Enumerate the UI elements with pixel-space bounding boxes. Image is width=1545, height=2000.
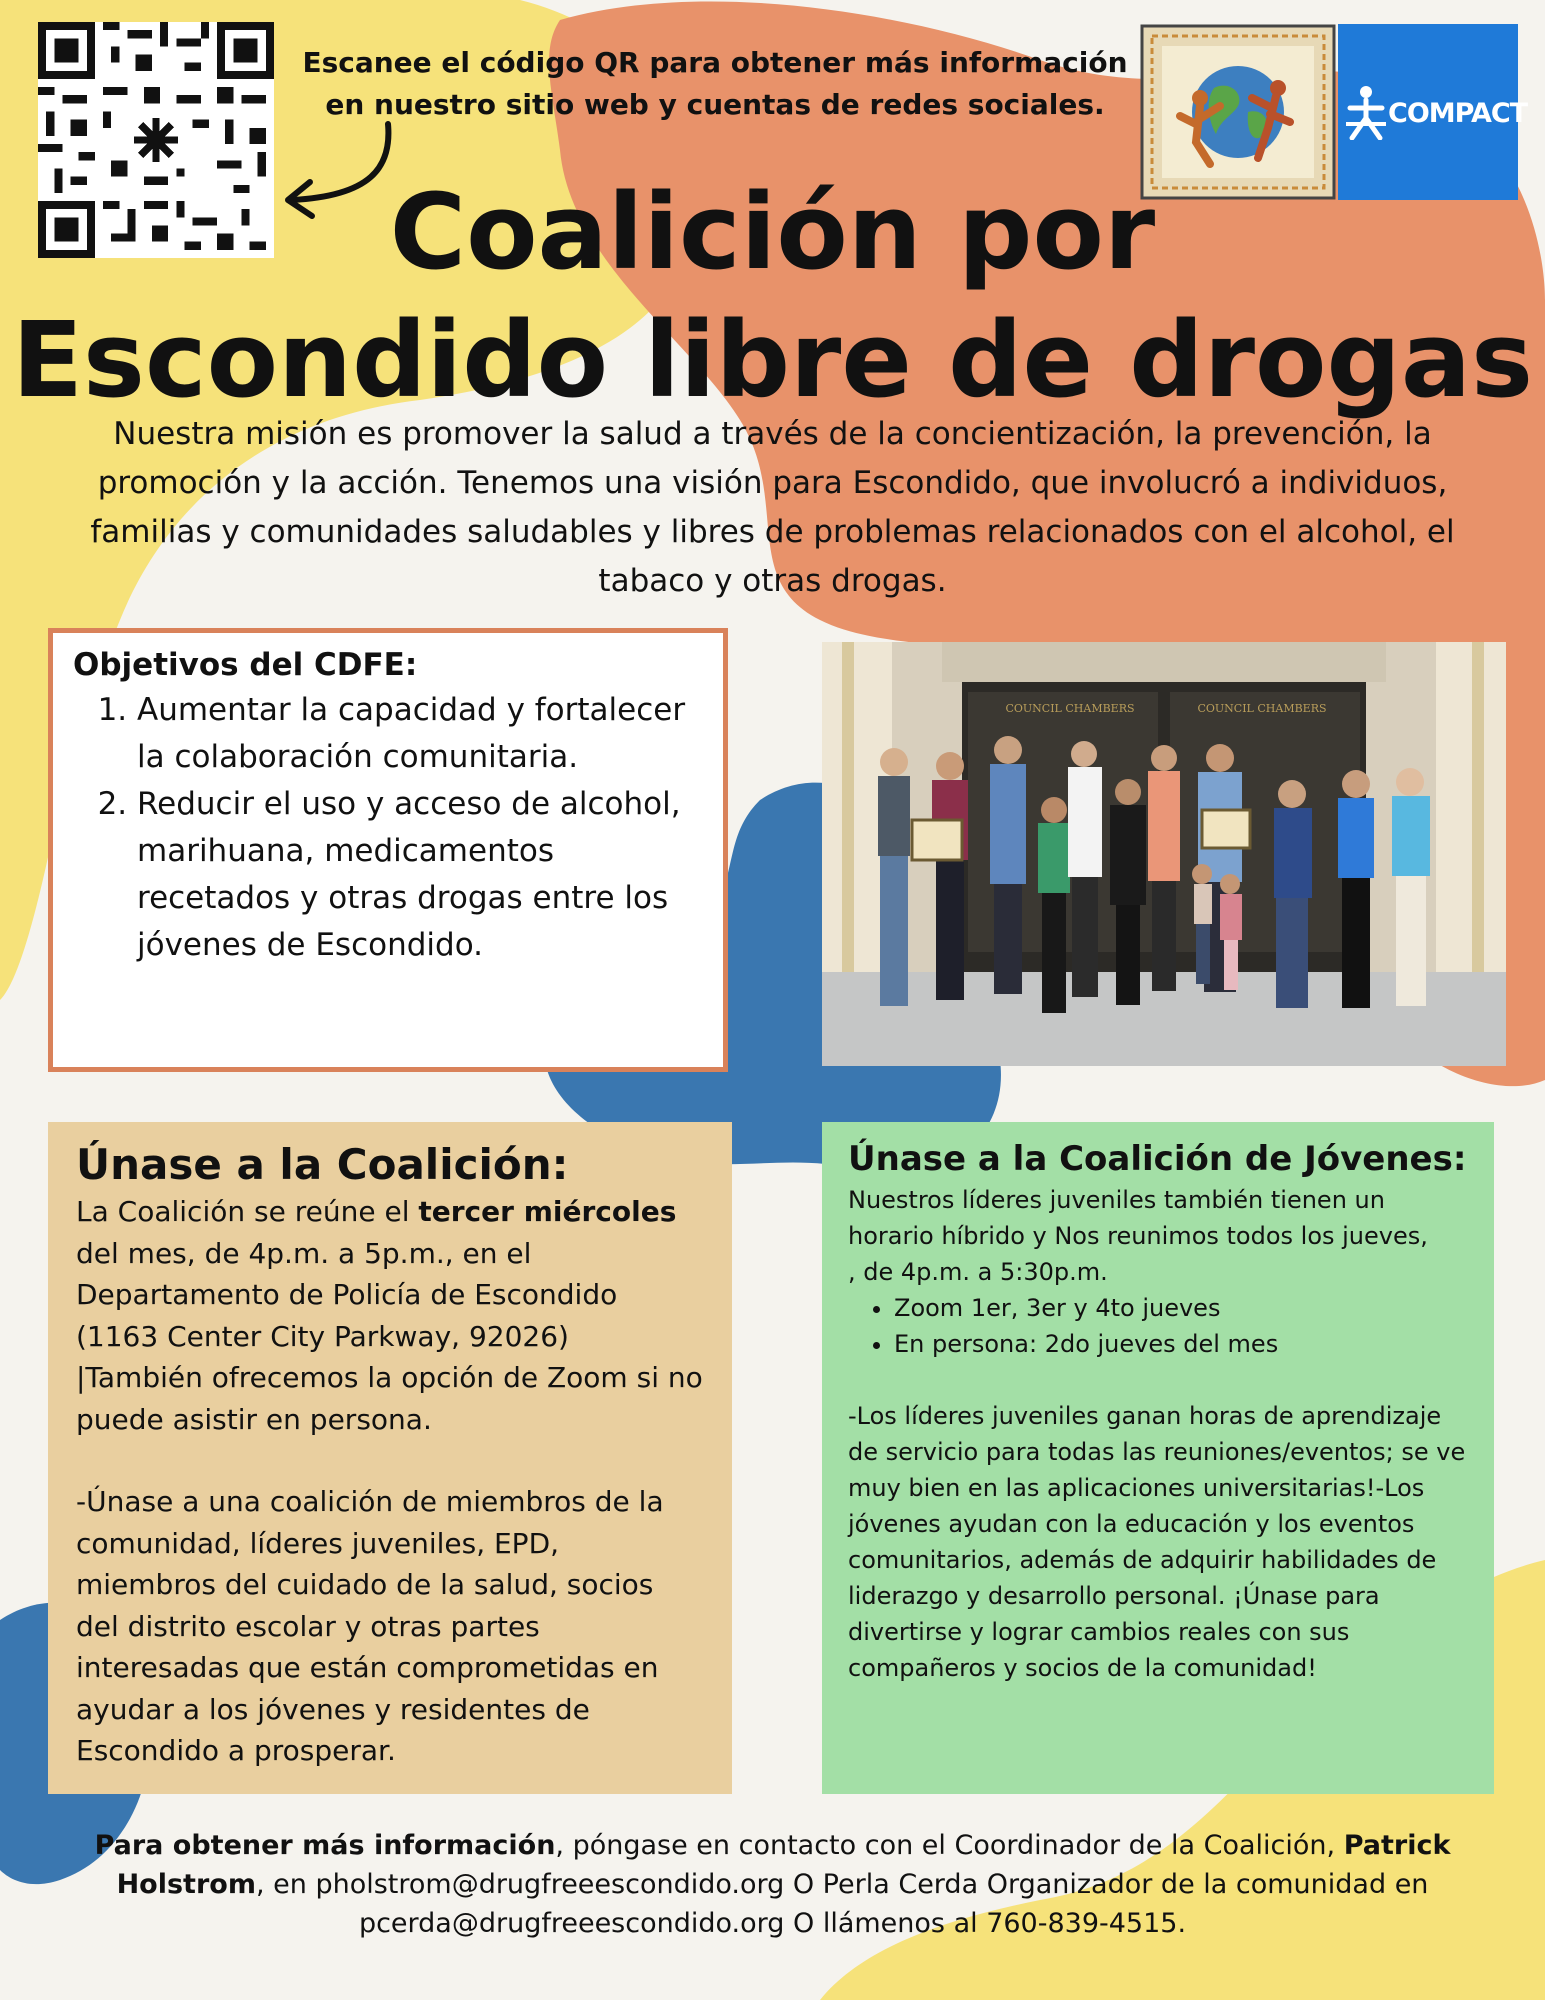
compact-logo-text: COMPACT bbox=[1388, 98, 1528, 129]
photo-sign-left: COUNCIL CHAMBERS bbox=[1005, 702, 1135, 715]
people-icon bbox=[1344, 84, 1388, 140]
page-title bbox=[0, 168, 1545, 424]
join-schedule-bold: tercer miércoles bbox=[418, 1195, 677, 1228]
join-youth-coalition-panel bbox=[822, 1122, 1494, 1794]
photo-sign-right: COUNCIL CHAMBERS bbox=[1197, 702, 1327, 715]
objective-item: 1. Aumentar la capacidad y fortalecer la colaboración comunitaria. bbox=[137, 687, 703, 781]
objectives-box bbox=[48, 628, 728, 1072]
qr-instructions-line2: en nuestro sitio web y cuentas de redes sociales. bbox=[325, 88, 1105, 121]
contact-bold-1: Para obtener más información bbox=[94, 1830, 556, 1861]
join-schedule bbox=[76, 1191, 704, 1440]
join-coalition-panel bbox=[48, 1122, 732, 1794]
title-line1: Coalición por bbox=[389, 171, 1156, 293]
qr-instructions bbox=[300, 42, 1130, 126]
objective-item: 2. Reducir el uso y acceso de alcohol, marihuana, medicamentos recetados y otras drogas entre los jóvenes de Escondido. bbox=[137, 781, 703, 969]
qr-instructions-line1: Escanee el código QR para obtener más información bbox=[302, 46, 1128, 79]
contact-text-1: , póngase en contacto con el Coordinador de la Coalición, bbox=[555, 1830, 1344, 1861]
objectives-heading: Objetivos del CDFE: bbox=[73, 647, 418, 683]
join-heading: Únase a la Coalición: bbox=[76, 1140, 569, 1189]
youth-intro: Nuestros líderes juveniles también tienen un horario híbrido y Nos reunimos todos los jueves, bbox=[848, 1186, 1428, 1250]
youth-schedule-item: • Zoom 1er, 3er y 4to jueves bbox=[894, 1290, 1468, 1326]
contact-info bbox=[60, 1826, 1485, 1943]
title-line2: Escondido libre de drogas bbox=[12, 299, 1533, 421]
youth-schedule-list bbox=[848, 1290, 1468, 1362]
contact-text-2: , en pholstrom@drugfreeescondido.org O Perla Cerda Organizador de la comunidad en pcerda@drugfreeescondido.org O llámenos al 760-839-4515. bbox=[255, 1869, 1429, 1939]
join-schedule-b: del mes, de 4p.m. a 5p.m., en el Departamento de Policía de Escondido (1163 Center City Parkway, 92026) |También ofrecemos la opción de Zoom si no puede asistir en persona. bbox=[76, 1236, 703, 1436]
youth-description: -Los líderes juveniles ganan horas de aprendizaje de servicio para todas las reuniones/eventos; se ve muy bien en las aplicaciones universitarias!-Los jóvenes ayudan con la educación y los eventos comunitarios, además de adquirir habilidades de liderazgo y desarrollo personal. ¡Únase para divertirse y lograr cambios reales con sus compañeros y socios de la comunidad! bbox=[848, 1402, 1466, 1682]
contact-name: Patrick Holstrom bbox=[116, 1830, 1451, 1900]
youth-time: , de 4p.m. a 5:30p.m. bbox=[848, 1258, 1108, 1286]
objectives-list bbox=[73, 687, 703, 969]
youth-heading: Únase a la Coalición de Jóvenes: bbox=[848, 1139, 1467, 1179]
youth-schedule-item: • En persona: 2do jueves del mes bbox=[894, 1326, 1468, 1362]
mission-statement: Nuestra misión es promover la salud a través de la concientización, la prevención, la promoción y la acción. Tenemos una visión para Escondido, que involucró a individuos, familias y comunidades saludables y libres de problemas relacionados con el alcohol, el tabaco y otras drogas. bbox=[90, 416, 1455, 599]
group-photo bbox=[822, 642, 1506, 1066]
join-schedule-a: La Coalición se reúne el bbox=[76, 1195, 419, 1228]
join-description: -Únase a una coalición de miembros de la comunidad, líderes juveniles, EPD, miembros del cuidado de la salud, socios del distrito escolar y otras partes interesadas que están comprometidas en ayudar a los jóvenes y residentes de Escondido a prosperar. bbox=[76, 1485, 664, 1767]
